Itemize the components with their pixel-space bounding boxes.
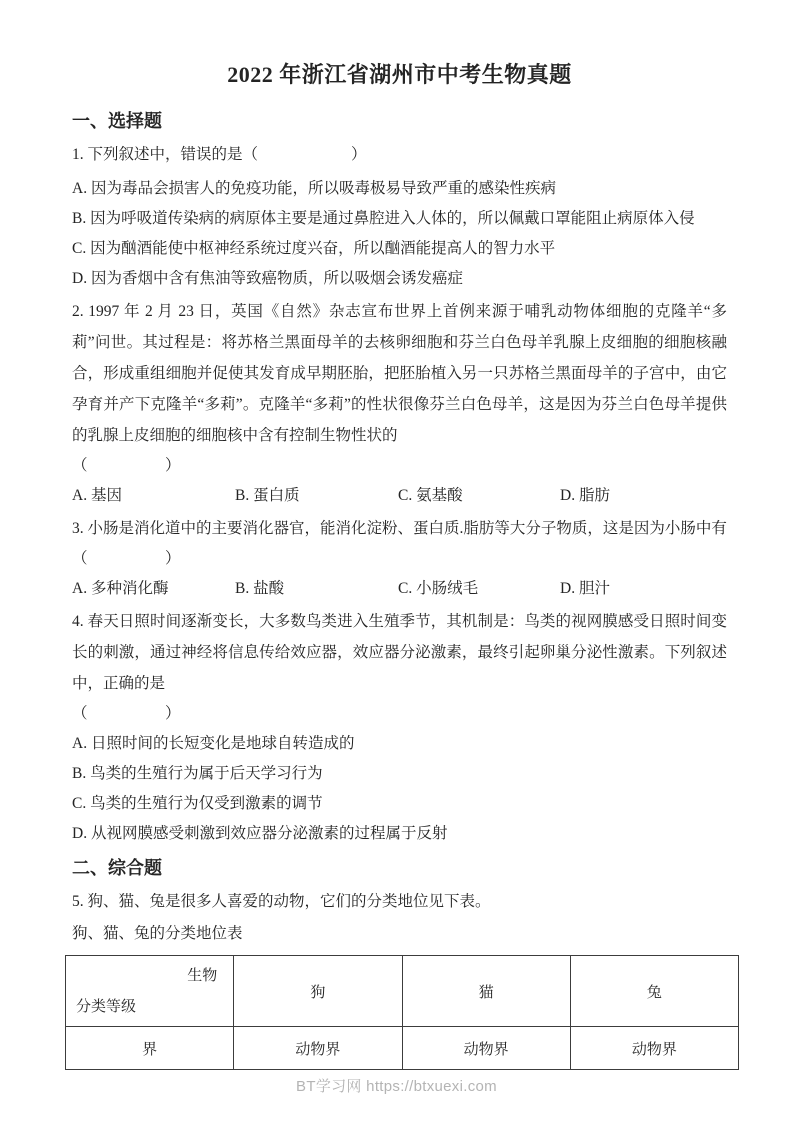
question-4-stem: 4. 春天日照时间逐渐变长，大多数鸟类进入生殖季节，其机制是：鸟类的视网膜感受日照时间变长的刺激，通过神经将信息传给效应器，效应器分泌激素，最终引起卵巢分泌性激素。下列叙述中，正确的是 — [72, 613, 727, 692]
question-4-option-b: B. 鸟类的生殖行为属于后天学习行为 — [72, 765, 323, 782]
question-3-option-c: C. 小肠绒毛 — [398, 580, 479, 597]
question-1-option-b: B. 因为呼吸道传染病的病原体主要是通过鼻腔进入人体的，所以佩戴口罩能阻止病原体入侵 — [72, 210, 695, 227]
question-1-stem: 1. 下列叙述中，错误的是（ ） — [72, 146, 367, 163]
question-1-option-d: D. 因为香烟中含有焦油等致癌物质，所以吸烟会诱发癌症 — [72, 270, 463, 287]
question-2-option-b: B. 蛋白质 — [235, 487, 300, 504]
question-4-option-d: D. 从视网膜感受刺激到效应器分泌激素的过程属于反射 — [72, 825, 448, 842]
question-4-answer-bracket: （ ） — [72, 705, 181, 722]
question-2-options-row — [72, 481, 727, 511]
classification-table-header-row — [66, 956, 739, 1027]
question-2-option-c: C. 氨基酸 — [398, 487, 463, 504]
question-5 — [72, 887, 727, 1070]
table-cell-rabbit-kingdom: 动物界 — [570, 1027, 738, 1070]
question-4 — [72, 606, 727, 849]
question-3-options-row — [72, 574, 727, 604]
question-3-option-b: B. 盐酸 — [235, 580, 285, 597]
question-2-option-a: A. 基因 — [72, 487, 122, 504]
question-3-option-d: D. 胆汁 — [560, 580, 610, 597]
corner-label-organism: 生物 — [187, 968, 218, 984]
exam-title: 2022 年浙江省湖州市中考生物真题 — [227, 62, 572, 87]
question-2-option-d: D. 脂肪 — [560, 487, 610, 504]
column-header-cat: 猫 — [402, 956, 570, 1027]
question-1 — [72, 140, 727, 294]
question-2 — [72, 296, 727, 511]
question-3-answer-bracket: （ ） — [72, 550, 181, 567]
column-header-rabbit: 兔 — [570, 956, 738, 1027]
table-cell-dog-kingdom: 动物界 — [234, 1027, 402, 1070]
classification-table-caption: 狗、猫、兔的分类地位表 — [72, 925, 243, 942]
question-3-stem: 3. 小肠是消化道中的主要消化器官，能消化淀粉、蛋白质.脂肪等大分子物质，这是因为小肠中有 — [72, 520, 727, 537]
column-header-dog: 狗 — [234, 956, 402, 1027]
corner-label-rank: 分类等级 — [76, 999, 137, 1015]
question-4-option-a: A. 日照时间的长短变化是地球自转造成的 — [72, 735, 355, 752]
section-heading-comprehensive: 二、综合题 — [72, 858, 162, 878]
question-5-stem: 5. 狗、猫、兔是很多人喜爱的动物，它们的分类地位见下表。 — [72, 893, 491, 910]
table-corner-cell — [66, 956, 234, 1027]
classification-table-kingdom-row — [66, 1027, 739, 1070]
question-4-option-c: C. 鸟类的生殖行为仅受到激素的调节 — [72, 795, 323, 812]
section-heading-multiple-choice: 一、选择题 — [72, 111, 162, 131]
question-2-answer-bracket: （ ） — [72, 457, 181, 474]
question-1-option-c: C. 因为酗酒能使中枢神经系统过度兴奋，所以酗酒能提高人的智力水平 — [72, 240, 556, 257]
question-2-stem: 2. 1997 年 2 月 23 日，英国《自然》杂志宣布世界上首例来源于哺乳动物体细胞的克隆羊“多莉”问世。其过程是：将苏格兰黑面母羊的去核卵细胞和芬兰白色母羊乳腺上皮细胞的细胞核融合，形成重组细胞并促使其发育成早期胚胎，把胚胎植入另一只苏格兰黑面母羊的子宫中，由它孕育并产下克隆羊“多莉”。克隆羊“多莉”的性状很像芬兰白色母羊，这是因为芬兰白色母羊提供的乳腺上皮细胞的细胞核中含有控制生物性状的 — [72, 303, 727, 444]
table-cell-cat-kingdom: 动物界 — [402, 1027, 570, 1070]
row-header-kingdom: 界 — [66, 1027, 234, 1070]
question-3-option-a: A. 多种消化酶 — [72, 580, 169, 597]
question-1-option-a: A. 因为毒品会损害人的免疫功能，所以吸毒极易导致严重的感染性疾病 — [72, 180, 556, 197]
watermark-footer: BT学习网 https://btxuexi.com — [296, 1078, 497, 1095]
question-3 — [72, 513, 727, 604]
classification-table — [65, 955, 739, 1070]
